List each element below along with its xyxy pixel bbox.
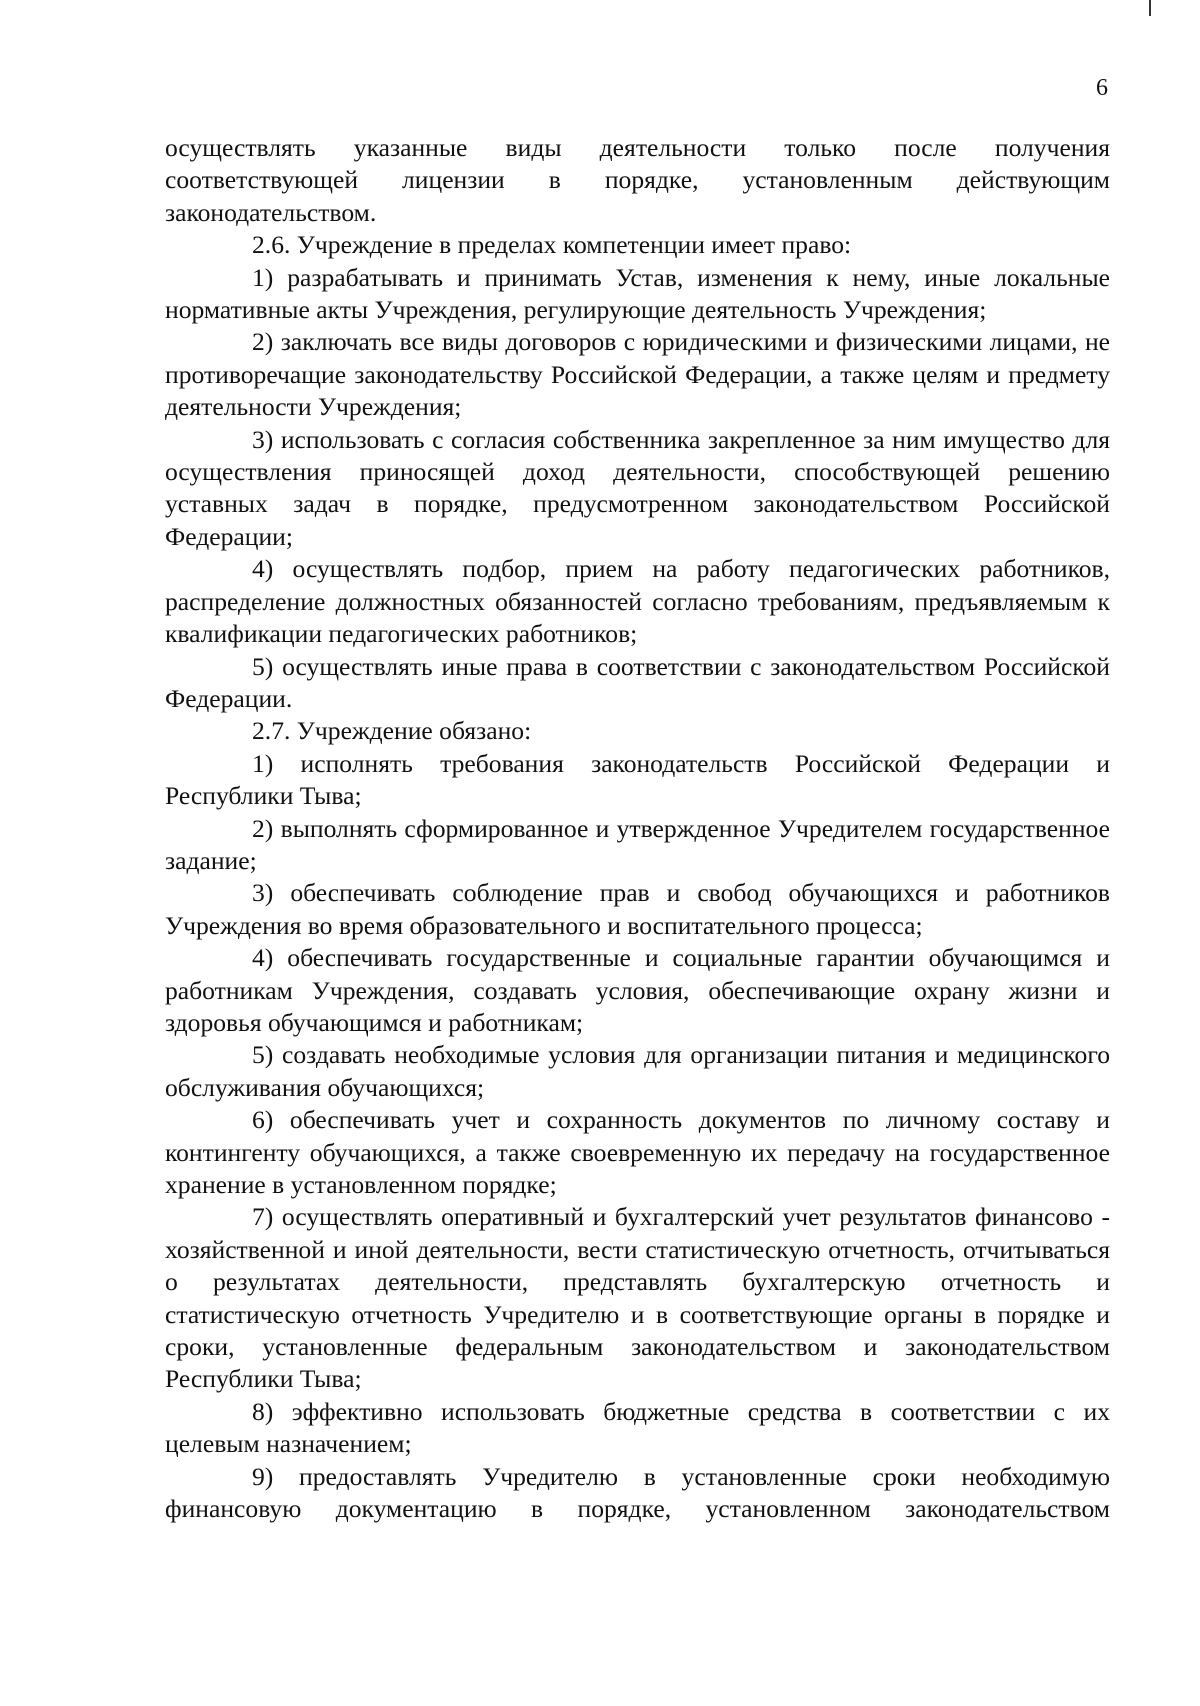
scan-edge-mark [1149, 0, 1151, 16]
list-item-2-6-3: 3) использовать с согласия собственника закрепленное за ним имущество для осуществления приносящей доход деятельности, способствующей решению уставных задач в порядке, предусмотренном законодательством Российской Федерации; [165, 424, 1110, 551]
list-item-2-7-5: 5) создавать необходимые условия для организации питания и медицинского обслуживания обучающихся; [165, 1040, 1110, 1102]
section-heading-2-7: 2.7. Учреждение обязано: [252, 716, 532, 746]
document-body [165, 132, 1110, 1525]
list-item-2-7-9: 9) предоставлять Учредителю в установленные сроки необходимую финансовую документацию в порядке, установленном законодательством [165, 1461, 1110, 1524]
list-item-2-6-1: 1) разрабатывать и принимать Устав, изменения к нему, иные локальные нормативные акты Учреждения, регулирующие деятельность Учреждения; [165, 262, 1110, 325]
list-item-2-7-3: 3) обеспечивать соблюдение прав и свобод обучающихся и работников Учреждения во время образовательного и воспитательного процесса; [165, 878, 1110, 940]
list-item-2-7-6: 6) обеспечивать учет и сохранность документов по личному составу и контингенту обучающихся, а также своевременную их передачу на государственное хранение в установленном порядке; [165, 1105, 1110, 1199]
list-item-2-6-5: 5) осуществлять иные права в соответствии с законодательством Российской Федерации. [165, 651, 1110, 713]
paragraph-continuation: осуществлять указанные виды деятельности только после получения соответствующей лицензии в порядке, установленным действующим законодательством. [165, 133, 1110, 227]
page-number: 6 [1096, 75, 1108, 101]
list-item-2-7-4: 4) обеспечивать государственные и социальные гарантии обучающимся и работникам Учреждения, создавать условия, обеспечивающие охрану жизни и здоровья обучающимся и работникам; [165, 943, 1110, 1037]
list-item-2-7-7: 7) осуществлять оперативный и бухгалтерский учет результатов финансово - хозяйственной и иной деятельности, вести статистическую отчетность, отчитываться о результатах деятельности, представлять бухгалтерскую отчетность и статистическую отчетность Учредителю и в соответствующие органы в порядке и сроки, установленные федеральным законодательством и законодательством Республики Тыва; [165, 1202, 1110, 1394]
list-item-2-7-2: 2) выполнять сформированное и утвержденное Учредителем государственное задание; [165, 813, 1110, 875]
section-heading-2-6: 2.6. Учреждение в пределах компетенции имеет право: [252, 230, 852, 260]
list-item-2-7-8: 8) эффективно использовать бюджетные средства в соответствии с их целевым назначением; [165, 1396, 1110, 1459]
list-item-2-7-1: 1) исполнять требования законодательств Российской Федерации и Республики Тыва; [165, 748, 1110, 811]
list-item-2-6-4: 4) осуществлять подбор, прием на работу педагогических работников, распределение должностных обязанностей согласно требованиям, предъявляемым к квалификации педагогических работников; [165, 554, 1110, 649]
list-item-2-6-2: 2) заключать все виды договоров с юридическими и физическими лицами, не противоречащие законодательству Российской Федерации, а также целям и предмету деятельности Учреждения; [165, 327, 1110, 422]
